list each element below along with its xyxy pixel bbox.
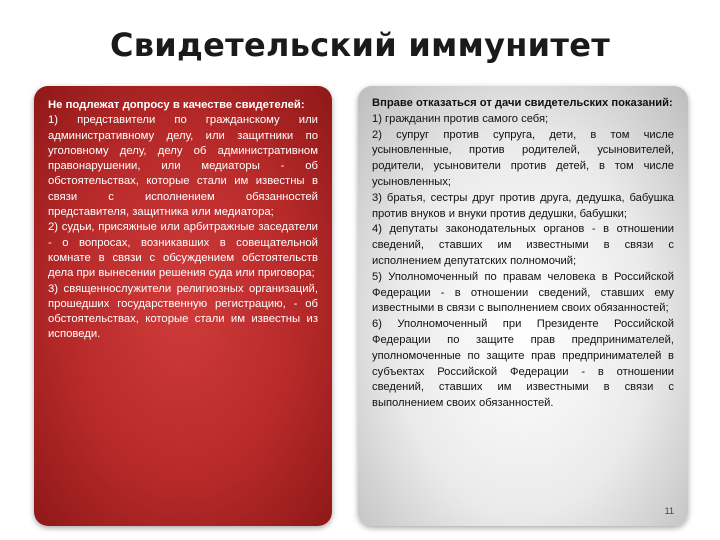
- right-list-item: 5) Уполномоченный по правам человека в Российской Федерации - в отношении сведений, ставших ему известными в связи с выполнением своих обязанностей;: [372, 270, 674, 315]
- left-list-item: 3) священнослужители религиозных организаций, прошедших государственную регистрацию, - об обстоятельствах, которые стали им известны из исповеди.: [48, 282, 318, 341]
- panel-right-to-refuse: [358, 86, 688, 526]
- right-list-item: 1) гражданин против самого себя;: [372, 112, 549, 125]
- left-list-item: 1) представители по гражданскому или административному делу, или защитники по уголовному делу, делу об административном правонарушении, или медиаторы - об обстоятельствах, которые стали им известны в связи с исполнением обязанностей представителя, защитника или медиатора;: [48, 114, 318, 219]
- panel-not-subject-to-questioning: [34, 86, 332, 526]
- right-list-item: 4) депутаты законодательных органов - в отношении сведений, ставших им известными в связи с исполнением депутатских полномочий;: [372, 223, 674, 267]
- right-list-item: 6) Уполномоченный при Президенте Российской Федерации по защите прав предпринимателей, уполномоченные по защите прав предпринимателей в субъектах Российской Федерации - в отношении сведений, ставших им известными в связи с выполнением своих обязанностей.: [372, 318, 674, 410]
- right-panel-text: [372, 96, 674, 412]
- right-list-item: 2) супруг против супруга, дети, в том числе усыновленные, против родителей, усыновителей, родители, усыновители против детей, в том числе усыновленных;: [372, 128, 674, 188]
- left-list-item: 2) судьи, присяжные или арбитражные заседатели - о вопросах, возникавших в совещательной комнате в связи с обсуждением обстоятельств дела при вынесении решения суда или приговора;: [48, 221, 318, 280]
- left-panel-text: [48, 98, 318, 343]
- page-number: 11: [664, 506, 674, 516]
- slide-title: Свидетельский иммунитет: [109, 26, 611, 64]
- left-panel-heading: Не подлежат допросу в качестве свидетелей:: [48, 99, 305, 111]
- right-panel-heading: Вправе отказаться от дачи свидетельских показаний:: [372, 97, 673, 109]
- right-list-item: 3) братья, сестры друг против друга, дедушка, бабушка против внуков и внуки против дедушки, бабушки;: [372, 191, 674, 220]
